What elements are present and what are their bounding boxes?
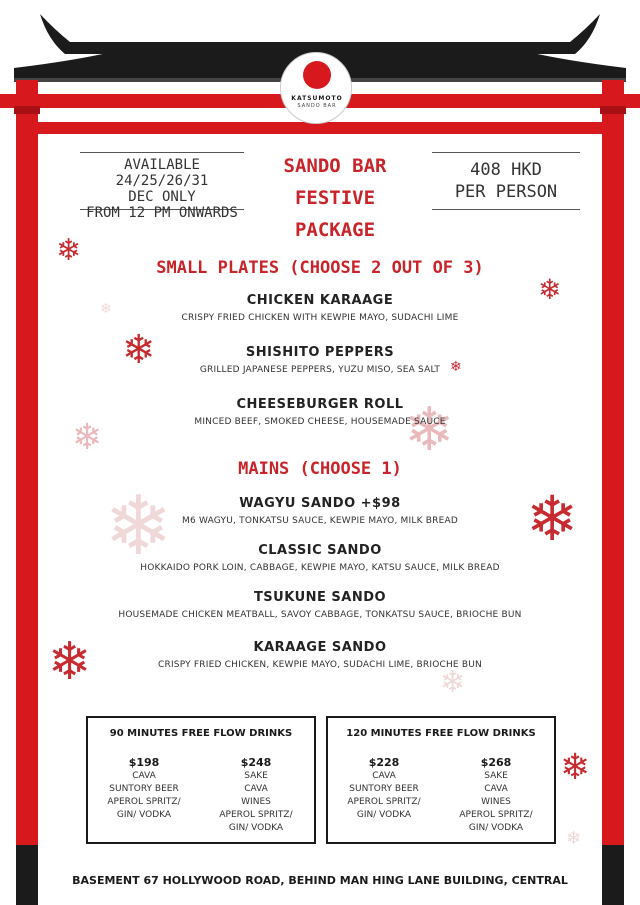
availability-box [80,152,244,221]
drink-line: APEROL SPRITZ/ [219,810,293,820]
drink-price: $248 [240,756,272,769]
menu-item-name: SHISHITO PEPPERS [245,345,395,360]
snowflake-icon: ❄ [104,479,173,574]
venue-address: BASEMENT 67 HOLLYWOOD ROAD, BEHIND MAN HING LANE BUILDING, CENTRAL [72,874,568,887]
snowflake-icon: ❄ [56,233,82,268]
drink-option [94,756,194,822]
logo-subtitle: SANDO BAR [297,103,337,109]
drink-line: CAVA [244,784,268,794]
snowflake-icon: ❄ [404,395,455,465]
drink-price: $268 [480,756,512,769]
logo-brand: KATSUMOTO [291,95,343,102]
drink-option [206,756,306,835]
snowflake-icon: ❄ [560,747,591,788]
snowflake-icon: ❄ [450,359,462,375]
drinks-box-title: 90 MINUTES FREE FLOW DRINKS [109,728,293,739]
menu-item-name: WAGYU SANDO +$98 [239,496,401,511]
title-line-2: FESTIVE PACKAGE [294,187,376,241]
drink-line: GIN/ VODKA [468,823,524,833]
katsumoto-logo [280,52,352,124]
drink-line: CAVA [372,771,396,781]
drink-line: GIN/ VODKA [356,810,412,820]
drink-line: APEROL SPRITZ/ [347,797,421,807]
drink-option [334,756,434,822]
drink-line: GIN/ VODKA [116,810,172,820]
drink-price: $228 [368,756,400,769]
drink-line: APEROL SPRITZ/ [459,810,533,820]
menu-item-desc: GRILLED JAPANESE PEPPERS, YUZU MISO, SEA SALT [199,365,441,375]
drink-line: SUNTORY BEER [109,784,179,794]
snowflake-icon: ❄ [122,327,156,373]
menu-item-desc: CRISPY FRIED CHICKEN, KEWPIE MAYO, SUDACHI LIME, BRIOCHE BUN [158,660,482,670]
menu-item-desc: HOKKAIDO PORK LOIN, CABBAGE, KEWPIE MAYO, KATSU SAUCE, MILK BREAD [140,563,500,573]
availability-line: DEC ONLY [128,189,196,205]
drink-line: SAKE [244,771,268,781]
drink-line: SAKE [484,771,508,781]
drinks-120-min-box [326,716,556,844]
availability-line: AVAILABLE 24/25/26/31 [115,157,209,189]
menu-item-name: CHEESEBURGER ROLL [236,397,404,412]
drink-price: $198 [128,756,160,769]
torii-crossbar-lower [16,122,624,134]
drink-option [446,756,546,835]
snowflake-icon: ❄ [526,482,578,555]
price-unit: PER PERSON [454,182,558,202]
torii-pillar-left [16,80,38,905]
page-title [250,150,420,246]
snowflake-icon: ❄ [100,301,112,317]
drink-line: WINES [241,797,271,807]
price-amount: 408 HKD [470,160,542,180]
menu-item-desc: CRISPY FRIED CHICKEN WITH KEWPIE MAYO, SUDACHI LIME [181,313,459,323]
menu-item-desc: HOUSEMADE CHICKEN MEATBALL, SAVOY CABBAGE, TONKATSU SAUCE, BRIOCHE BUN [118,610,522,620]
snowflake-icon: ❄ [566,828,582,849]
logo-sun-icon [303,61,331,89]
title-line-1: SANDO BAR [283,155,387,177]
price-box [432,152,580,210]
availability-line: FROM 12 PM ONWARDS [86,205,238,221]
menu-item-name: CLASSIC SANDO [258,543,382,558]
mains-title: MAINS (CHOOSE 1) [238,459,402,479]
drink-line: WINES [481,797,511,807]
snowflake-icon: ❄ [72,417,103,458]
menu-item-desc: M6 WAGYU, TONKATSU SAUCE, KEWPIE MAYO, MILK BREAD [182,516,458,526]
drink-line: SUNTORY BEER [349,784,419,794]
drink-line: CAVA [132,771,156,781]
menu-item-name: KARAAGE SANDO [253,640,387,655]
drink-line: APEROL SPRITZ/ [107,797,181,807]
snowflake-icon: ❄ [48,632,92,692]
small-plates-title: SMALL PLATES (CHOOSE 2 OUT OF 3) [156,258,484,278]
snowflake-icon: ❄ [538,273,562,306]
drink-line: GIN/ VODKA [228,823,284,833]
snowflake-icon: ❄ [440,665,466,700]
drinks-box-title: 120 MINUTES FREE FLOW DRINKS [346,728,536,739]
drink-line: CAVA [484,784,508,794]
menu-item-desc: MINCED BEEF, SMOKED CHEESE, HOUSEMADE SAUCE [194,417,446,427]
torii-pillar-right [602,80,624,905]
drinks-90-min-box [86,716,316,844]
menu-item-name: CHICKEN KARAAGE [246,293,394,308]
menu-item-name: TSUKUNE SANDO [253,590,387,605]
